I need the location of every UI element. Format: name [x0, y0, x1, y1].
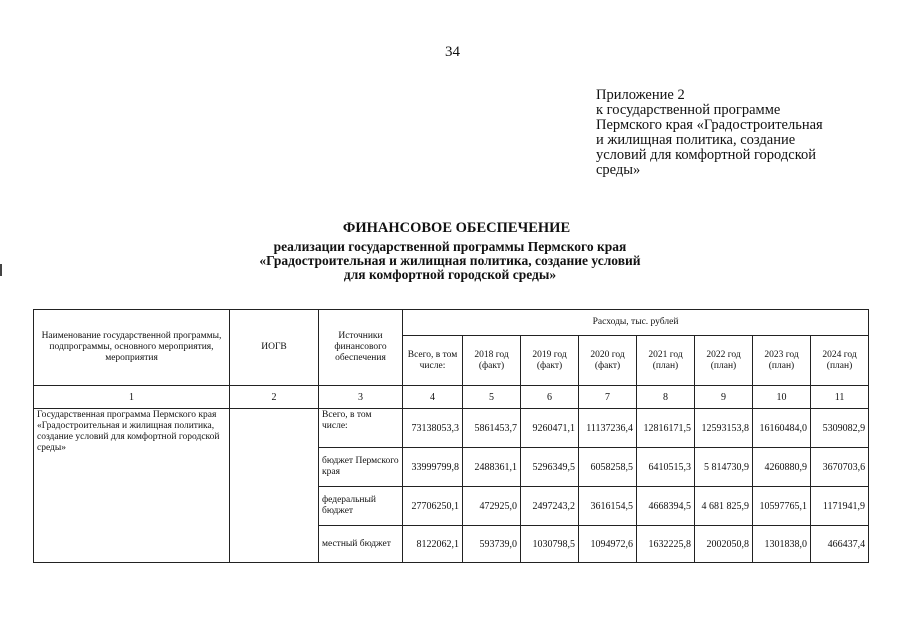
- value-cell: 6058258,5: [579, 448, 637, 487]
- financing-table: [33, 309, 869, 563]
- header-year: 2021 год (план): [637, 336, 695, 386]
- header-total: Всего, в том числе:: [403, 336, 463, 386]
- value-cell: 5309082,9: [811, 409, 869, 448]
- table-row: [34, 409, 869, 448]
- value-cell: 466437,4: [811, 526, 869, 563]
- column-number: 9: [695, 386, 753, 409]
- column-number: 1: [34, 386, 230, 409]
- value-cell: 1632225,8: [637, 526, 695, 563]
- value-cell: 4260880,9: [753, 448, 811, 487]
- value-cell: 27706250,1: [403, 487, 463, 526]
- source-cell: федеральный бюджет: [319, 487, 403, 526]
- page-number: 34: [445, 44, 460, 60]
- value-cell: 9260471,1: [521, 409, 579, 448]
- source-cell: местный бюджет: [319, 526, 403, 563]
- program-name-cell: Государственная программа Пермского края «Градостроительная и жилищная политика, создание условий для комфортной городской среды»: [34, 409, 230, 563]
- appendix-note: [596, 88, 856, 178]
- appendix-line: Пермского края «Градостроительная: [596, 117, 823, 133]
- iogv-cell: [230, 409, 319, 563]
- scan-edge-mark: [0, 264, 2, 276]
- column-number: 11: [811, 386, 869, 409]
- header-expenses: Расходы, тыс. рублей: [403, 310, 869, 336]
- value-cell: 5 814730,9: [695, 448, 753, 487]
- header-year: 2023 год (план): [753, 336, 811, 386]
- header-year: 2022 год (план): [695, 336, 753, 386]
- header-year: 2019 год (факт): [521, 336, 579, 386]
- value-cell: 2497243,2: [521, 487, 579, 526]
- appendix-line: и жилищная политика, создание: [596, 132, 796, 148]
- column-number: 4: [403, 386, 463, 409]
- document-title: ФИНАНСОВОЕ ОБЕСПЕЧЕНИЕ: [342, 220, 571, 236]
- value-cell: 33999799,8: [403, 448, 463, 487]
- column-number: 2: [230, 386, 319, 409]
- subtitle-line: «Градостроительная и жилищная политика, создание условий: [259, 253, 641, 268]
- value-cell: 593739,0: [463, 526, 521, 563]
- value-cell: 2002050,8: [695, 526, 753, 563]
- column-number: 6: [521, 386, 579, 409]
- subtitle-line: для комфортной городской среды»: [343, 267, 557, 282]
- column-number: 5: [463, 386, 521, 409]
- header-year: 2020 год (факт): [579, 336, 637, 386]
- value-cell: 12593153,8: [695, 409, 753, 448]
- appendix-line: Приложение 2: [596, 87, 685, 103]
- value-cell: 5296349,5: [521, 448, 579, 487]
- column-number-row: [34, 386, 869, 409]
- column-number: 8: [637, 386, 695, 409]
- value-cell: 8122062,1: [403, 526, 463, 563]
- value-cell: 16160484,0: [753, 409, 811, 448]
- appendix-line: условий для комфортной городской: [596, 147, 817, 163]
- value-cell: 6410515,3: [637, 448, 695, 487]
- subtitle-line: реализации государственной программы Пермского края: [273, 239, 627, 254]
- value-cell: 12816171,5: [637, 409, 695, 448]
- header-year: 2018 год (факт): [463, 336, 521, 386]
- value-cell: 4 681 825,9: [695, 487, 753, 526]
- header-sources: Источники финансового обеспечения: [319, 310, 403, 386]
- value-cell: 10597765,1: [753, 487, 811, 526]
- value-cell: 3670703,6: [811, 448, 869, 487]
- source-cell: бюджет Пермского края: [319, 448, 403, 487]
- value-cell: 3616154,5: [579, 487, 637, 526]
- appendix-line: к государственной программе: [596, 102, 781, 118]
- value-cell: 4668394,5: [637, 487, 695, 526]
- value-cell: 1030798,5: [521, 526, 579, 563]
- value-cell: 2488361,1: [463, 448, 521, 487]
- value-cell: 73138053,3: [403, 409, 463, 448]
- header-year: 2024 год (план): [811, 336, 869, 386]
- value-cell: 11137236,4: [579, 409, 637, 448]
- header-row: [34, 310, 869, 336]
- header-iogv: ИОГВ: [230, 310, 319, 386]
- value-cell: 1301838,0: [753, 526, 811, 563]
- value-cell: 1094972,6: [579, 526, 637, 563]
- value-cell: 5861453,7: [463, 409, 521, 448]
- appendix-line: среды»: [596, 162, 641, 178]
- header-program-name: Наименование государственной программы, подпрограммы, основного мероприятия, мероприятия: [34, 310, 230, 386]
- value-cell: 1171941,9: [811, 487, 869, 526]
- column-number: 10: [753, 386, 811, 409]
- column-number: 3: [319, 386, 403, 409]
- source-cell: Всего, в том числе:: [319, 409, 403, 448]
- value-cell: 472925,0: [463, 487, 521, 526]
- document-subtitle: [230, 240, 670, 282]
- column-number: 7: [579, 386, 637, 409]
